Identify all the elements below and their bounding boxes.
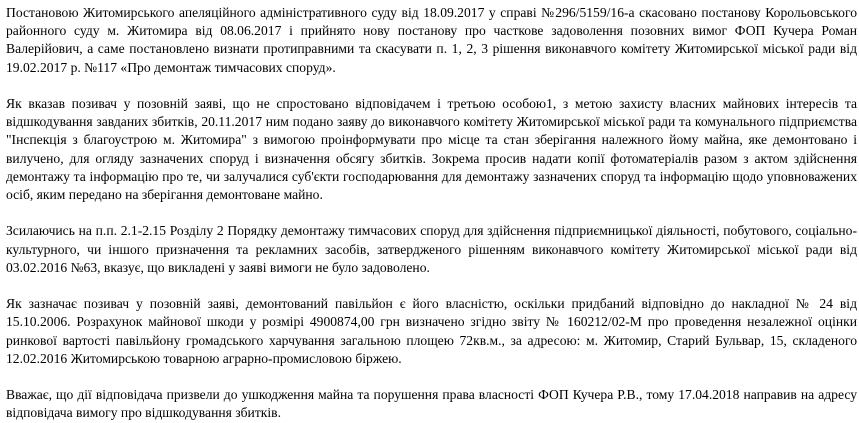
paragraph-gap [6, 77, 857, 95]
paragraph: Вважає, що дії відповідача призвели до ушкодження майна та порушення права власності ФОП Кучера Р.В., тому 17.04.2018 направив на адресу відповідача вимогу про відшкодування збитків. [6, 387, 857, 421]
paragraph-gap [6, 277, 857, 295]
paragraph-gap [6, 368, 857, 386]
paragraph: Постановою Житомирського апеляційного адміністративного суду від 18.09.2017 у справі №296/5159/16-а скасовано постанову Корольовського районного суду м. Житомира від 08.06.2017 і прийнято нову постанову про часткове задоволення позовних вимог ФОП Кучера Роман Валерійович, а саме постановлено визнати протиправними та скасувати п. 1, 2, 3 рішення виконавчого комітету Житомирської міської ради від 19.02.2017 р. №117 «Про демонтаж тимчасових споруд». [6, 5, 857, 75]
paragraph: Як вказав позивач у позовній заяві, що не спростовано відповідачем і третьою особою1, з метою захисту власних майнових інтересів та відшкодування завданих збитків, 20.11.2017 ним подано заяву до виконавчого комітету Житомирської міської ради та комунального підприємства "Інспекція з благоустрою м. Житомира" з вимогою проінформувати про місце та стан зберігання належного йому майна, яке демонтовано і вилучено, для огляду зазначених споруд і визначення обсягу збитків. Зокрема просив надати копії фотоматеріалів разом з актом здійснення демонтажу та інформацію про те, чи залучалися суб'єкти господарювання для демонтажу зазначених споруд та інформацію щодо уповноважених осіб, яким передано на зберігання демонтоване майно. [6, 96, 857, 203]
paragraph: Як зазначає позивач у позовній заяві, демонтований павільйон є його власністю, оскільки придбаний відповідно до накладної № 24 від 15.10.2006. Розрахунок майнової шкоди у розмірі 4900874,00 грн визначено згідно звіту № 160212/02-М про проведення незалежної оцінки ринкової вартості павільйону громадського харчування загальною площею 72кв.м., за адресою: м. Житомир, Старий Бульвар, 15, складеного 12.02.2016 Житомирською товарною аграрно-промисловою біржею. [6, 296, 857, 366]
paragraph-gap [6, 204, 857, 222]
document-body [6, 4, 857, 423]
paragraph: Зсилаючись на п.п. 2.1-2.15 Розділу 2 Порядку демонтажу тимчасових споруд для здійснення підприємницької діяльності, побутового, соціально-культурного, чи іншого призначення та рекламних засобів, затвердженого рішенням виконавчого комітету Житомирської міської ради від 03.02.2016 №63, вказує, що викладені у заяві вимоги не було задоволено. [6, 223, 857, 275]
